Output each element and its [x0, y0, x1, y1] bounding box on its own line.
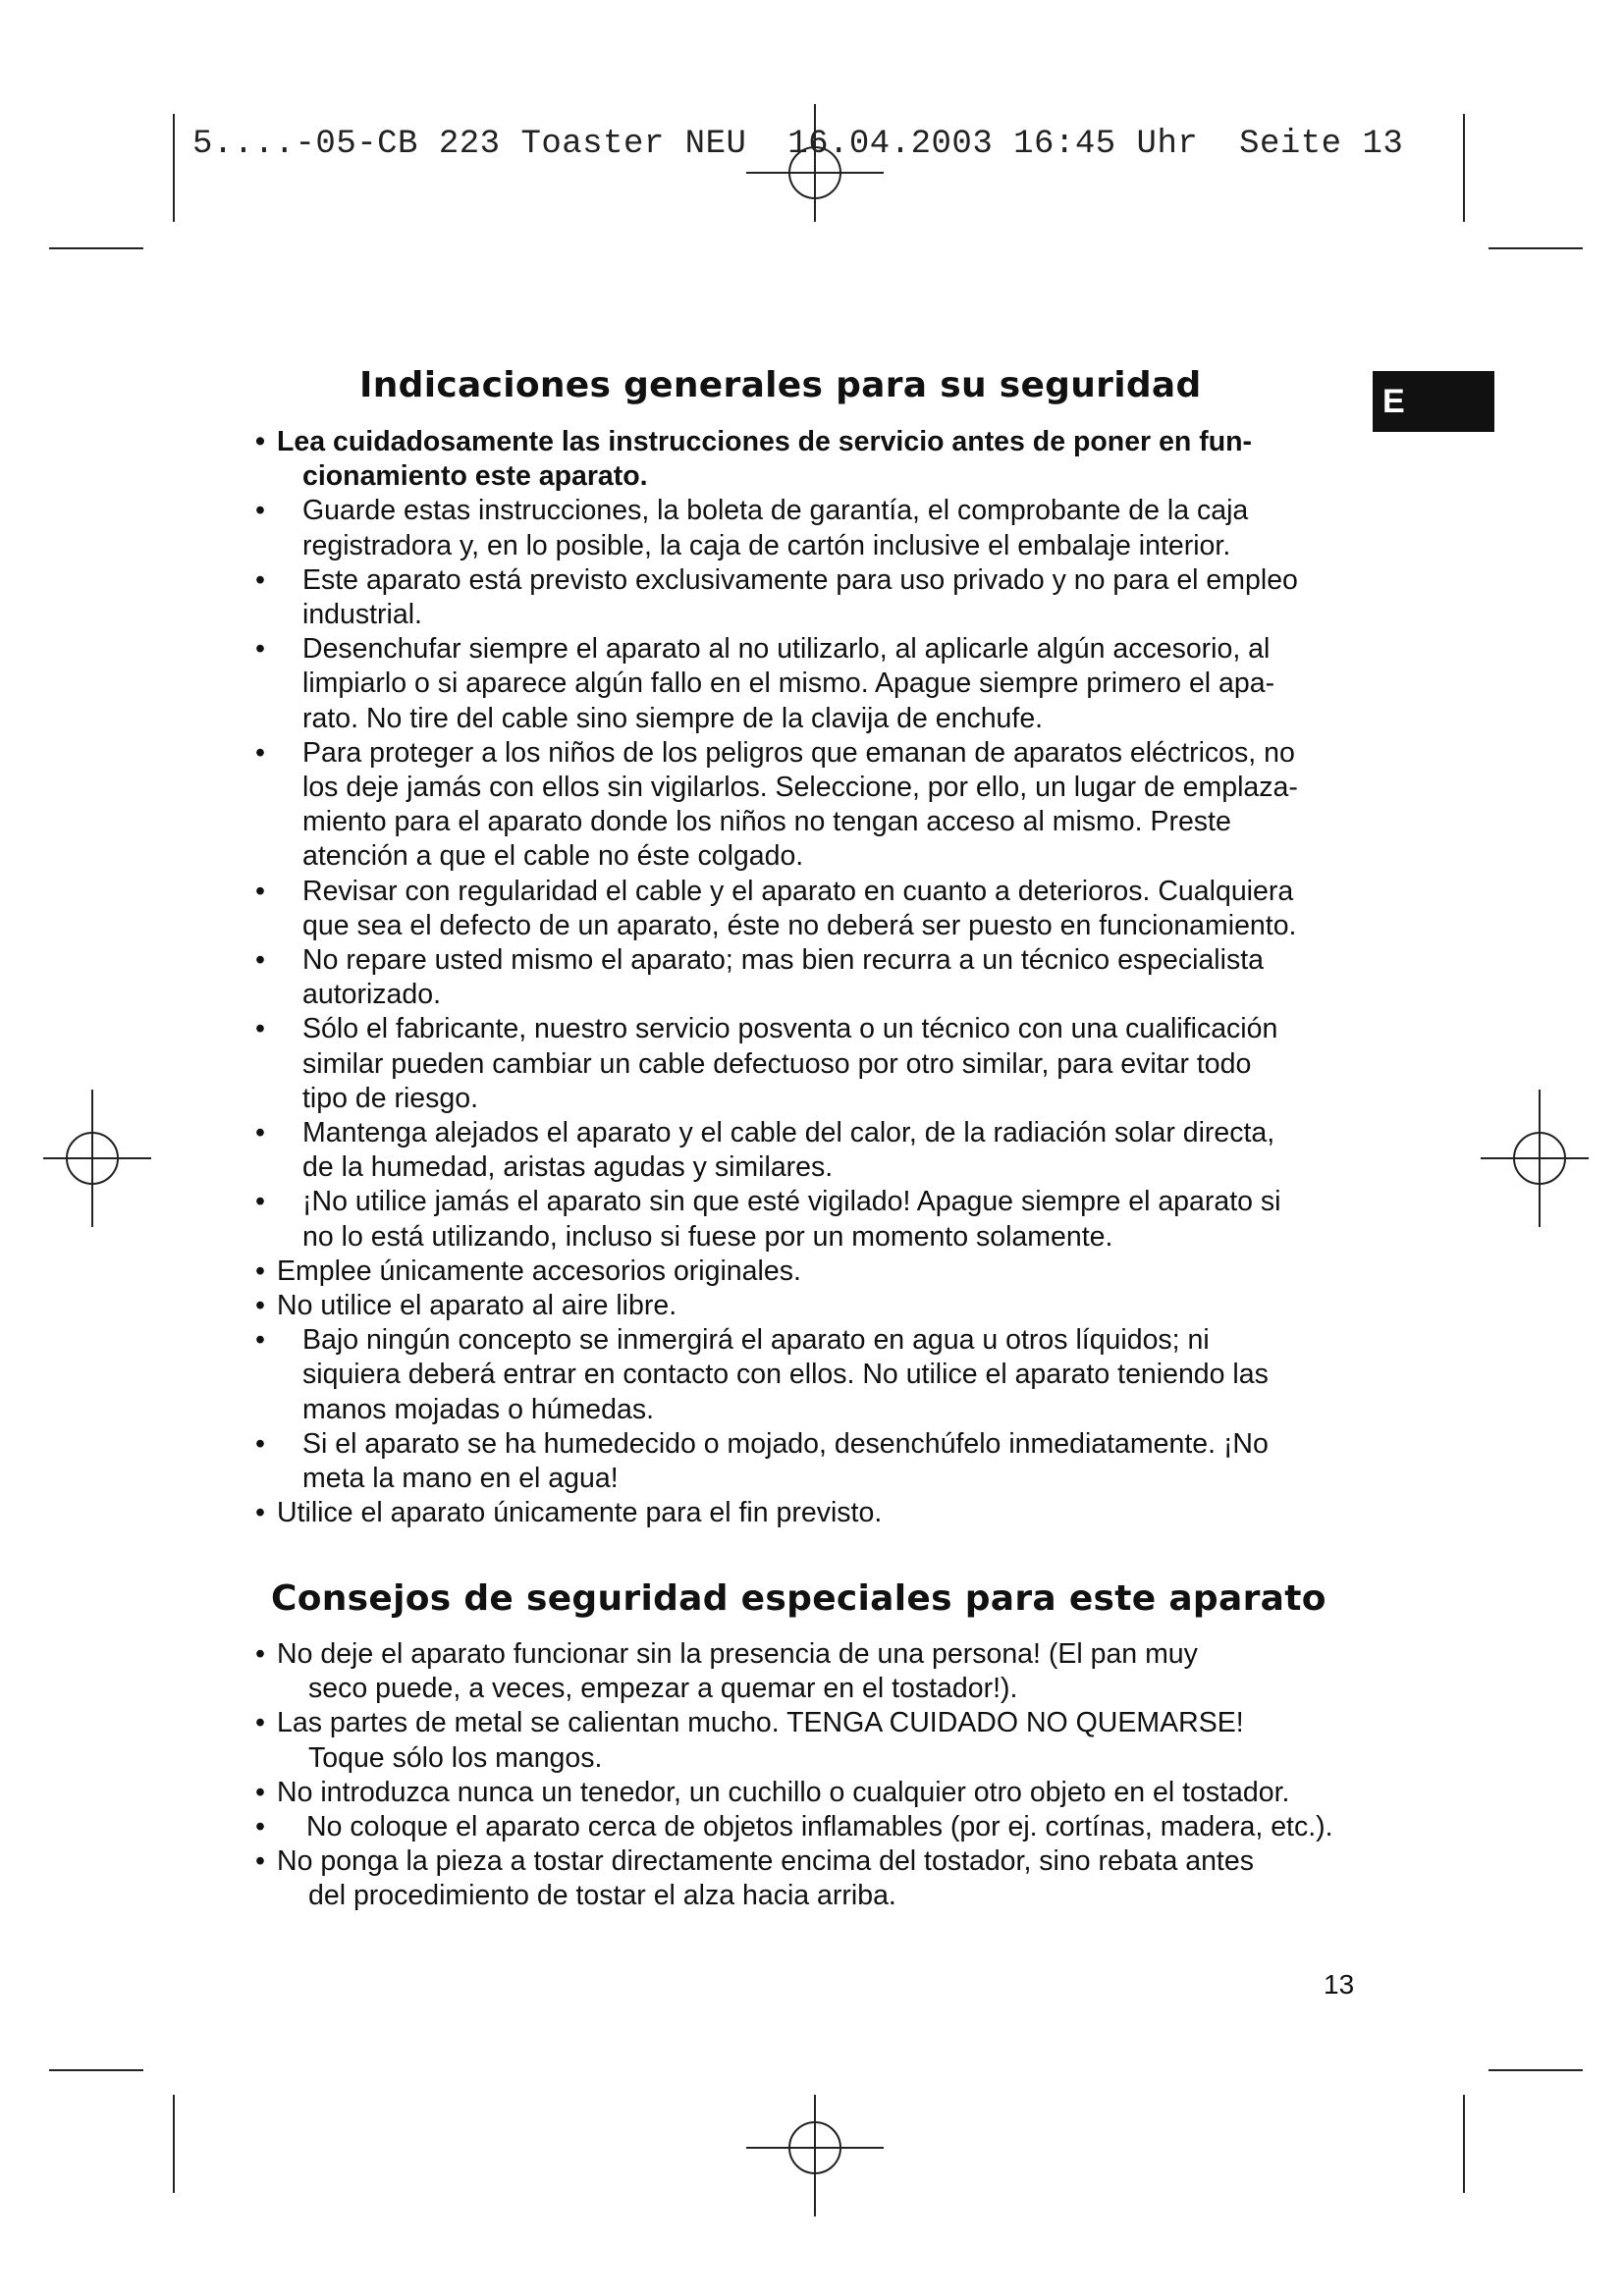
crop-mark-bottom-right-vertical	[1463, 2095, 1465, 2193]
bullet-icon: •	[255, 736, 265, 769]
list-item	[253, 1844, 1373, 1913]
list-item-line: rato. No tire del cable sino siempre de la clavija de enchufe.	[302, 702, 1044, 734]
list-item-line: de la humedad, aristas agudas y similares.	[302, 1151, 834, 1184]
list-item-line: Emplee únicamente accesorios originales.	[277, 1255, 801, 1287]
list-item-line: manos mojadas o húmedas.	[302, 1393, 655, 1425]
bullet-icon: •	[255, 1427, 265, 1460]
list-item-line: miento para el aparato donde los niños no tengan acceso al mismo. Preste	[302, 806, 1231, 838]
crop-mark-bottom-left-vertical	[173, 2095, 175, 2193]
list-item-line: registradora y, en lo posible, la caja de cartón inclusive el embalaje interior.	[302, 529, 1231, 561]
bullet-icon: •	[255, 1117, 265, 1149]
crop-mark-bottom-right-horizontal	[1489, 2069, 1583, 2071]
list-item-line: seco puede, a veces, empezar a quemar en el tostador!).	[308, 1673, 1018, 1705]
list-item-line: Para proteger a los niños de los peligros que emanan de aparatos eléctricos, no	[302, 736, 1295, 769]
bullet-icon: •	[255, 1845, 265, 1878]
list-item	[253, 1706, 1373, 1775]
crop-mark-top-left-vertical	[173, 114, 175, 222]
bullet-icon: •	[255, 1324, 265, 1357]
list-item-line: similar pueden cambiar un cable defectuoso por otro similar, para evitar todo	[302, 1047, 1252, 1080]
list-item-line: Sólo el fabricante, nuestro servicio posventa o un técnico con una cualificación	[302, 1013, 1278, 1045]
bullet-icon: •	[255, 944, 265, 977]
bullet-icon: •	[255, 1013, 265, 1045]
list-item	[253, 1776, 1373, 1810]
list-item	[253, 1427, 1373, 1496]
list-item-line: no lo está utilizando, incluso si fuese por un momento solamente.	[302, 1220, 1113, 1253]
list-item-line: tipo de riesgo.	[302, 1082, 479, 1114]
list-item-line: Bajo ningún concepto se inmergirá el aparato en agua u otros líquidos; ni	[302, 1324, 1210, 1357]
list-item-line: Desenchufar siempre el aparato al no utilizarlo, al aplicarle algún accesorio, al	[302, 633, 1271, 666]
bullet-icon: •	[255, 563, 265, 596]
list-item	[253, 1185, 1373, 1254]
page-number: 13	[1324, 1969, 1355, 2000]
bullet-icon: •	[255, 633, 265, 666]
crop-mark-top-left-horizontal	[49, 247, 143, 249]
list-item-line: los deje jamás con ellos sin vigilarlos. Seleccione, por ello, un lugar de emplaza-	[302, 772, 1298, 804]
registration-mark-bottom	[746, 2079, 884, 2216]
list-item-line: atención a que el cable no éste colgado.	[302, 840, 804, 873]
list-item-line: industrial.	[302, 599, 422, 631]
list-item-line: cionamiento este aparato.	[302, 460, 648, 493]
list-item-line: del procedimiento de tostar el alza hacia arriba.	[308, 1880, 896, 1912]
crop-mark-top-right-vertical	[1463, 114, 1465, 222]
list-item	[253, 1255, 1373, 1289]
special-safety-list	[253, 1637, 1373, 1914]
list-item	[253, 632, 1373, 736]
bullet-icon: •	[255, 875, 265, 907]
registration-mark-top	[746, 104, 884, 241]
list-item-line: meta la mano en el agua!	[302, 1463, 619, 1495]
list-item	[253, 1323, 1373, 1427]
bullet-icon: •	[255, 426, 265, 457]
bullet-icon: •	[255, 495, 265, 527]
list-item-line: que sea el defecto de un aparato, éste no deberá ser puesto en funcionamiento.	[302, 909, 1297, 941]
list-item	[253, 736, 1373, 875]
list-item-line: autorizado.	[302, 979, 442, 1011]
list-item-line: Toque sólo los mangos.	[308, 1741, 603, 1774]
list-item-line: No utilice el aparato al aire libre.	[277, 1290, 677, 1322]
list-item	[253, 1496, 1373, 1530]
list-item-line: Utilice el aparato únicamente para el fin previsto.	[277, 1497, 883, 1529]
bullet-icon: •	[255, 1776, 265, 1808]
language-tab: E	[1373, 371, 1494, 432]
bullet-icon: •	[255, 1290, 265, 1322]
crop-mark-bottom-left-horizontal	[49, 2069, 143, 2071]
list-item	[253, 875, 1373, 943]
list-item	[253, 1810, 1373, 1844]
bullet-icon: •	[255, 1497, 265, 1529]
list-item-line: Guarde estas instrucciones, la boleta de garantía, el comprobante de la caja	[302, 495, 1249, 527]
bullet-icon: •	[255, 1186, 265, 1218]
registration-mark-right	[1471, 1090, 1608, 1227]
list-item-line: No coloque el aparato cerca de objetos inflamables (por ej. cortínas, madera, etc.).	[306, 1811, 1333, 1843]
bullet-icon: •	[255, 1638, 265, 1670]
list-item-line: No introduzca nunca un tenedor, un cuchillo o cualquier otro objeto en el tostador.	[277, 1776, 1290, 1808]
list-item-line: ¡No utilice jamás el aparato sin que esté vigilado! Apague siempre el aparato si	[302, 1186, 1281, 1218]
list-item	[253, 425, 1373, 494]
bullet-icon: •	[255, 1707, 265, 1739]
list-item-line: Las partes de metal se calientan mucho. TENGA CUIDADO NO QUEMARSE!	[277, 1707, 1244, 1739]
list-item-line: siquiera deberá entrar en contacto con ellos. No utilice el aparato teniendo las	[302, 1359, 1269, 1391]
list-item-line: Este aparato está previsto exclusivamente para uso privado y no para el empleo	[302, 563, 1298, 596]
list-item-line: Si el aparato se ha humedecido o mojado, desenchúfelo inmediatamente. ¡No	[302, 1427, 1269, 1460]
list-item-line: Mantenga alejados el aparato y el cable del calor, de la radiación solar directa,	[302, 1117, 1275, 1149]
crop-mark-top-right-horizontal	[1489, 247, 1583, 249]
bullet-icon: •	[255, 1255, 265, 1287]
section-heading-general: Indicaciones generales para su seguridad	[359, 365, 1202, 405]
list-item	[253, 494, 1373, 562]
print-slug: 5....-05-CB 223 Toaster NEU 16.04.2003 16:45 Uhr Seite 13	[192, 126, 1404, 163]
section-heading-special: Consejos de seguridad especiales para este aparato	[271, 1578, 1326, 1619]
registration-mark-left	[24, 1090, 161, 1227]
list-item-line: No deje el aparato funcionar sin la presencia de una persona! (El pan muy	[277, 1638, 1198, 1670]
list-item	[253, 1012, 1373, 1116]
list-item	[253, 943, 1373, 1012]
list-item-line: No repare usted mismo el aparato; mas bien recurra a un técnico especialista	[302, 944, 1264, 977]
list-item-line: Lea cuidadosamente las instrucciones de servicio antes de poner en fun-	[277, 426, 1253, 457]
list-item	[253, 563, 1373, 632]
bullet-icon: •	[255, 1811, 265, 1843]
list-item	[253, 1637, 1373, 1706]
list-item	[253, 1116, 1373, 1185]
list-item-line: Revisar con regularidad el cable y el aparato en cuanto a deterioros. Cualquiera	[302, 875, 1294, 907]
general-safety-list	[253, 425, 1373, 1531]
list-item	[253, 1289, 1373, 1323]
list-item-line: limpiarlo o si aparece algún fallo en el mismo. Apague siempre primero el apa-	[302, 667, 1275, 700]
list-item-line: No ponga la pieza a tostar directamente encima del tostador, sino rebata antes	[277, 1845, 1254, 1878]
